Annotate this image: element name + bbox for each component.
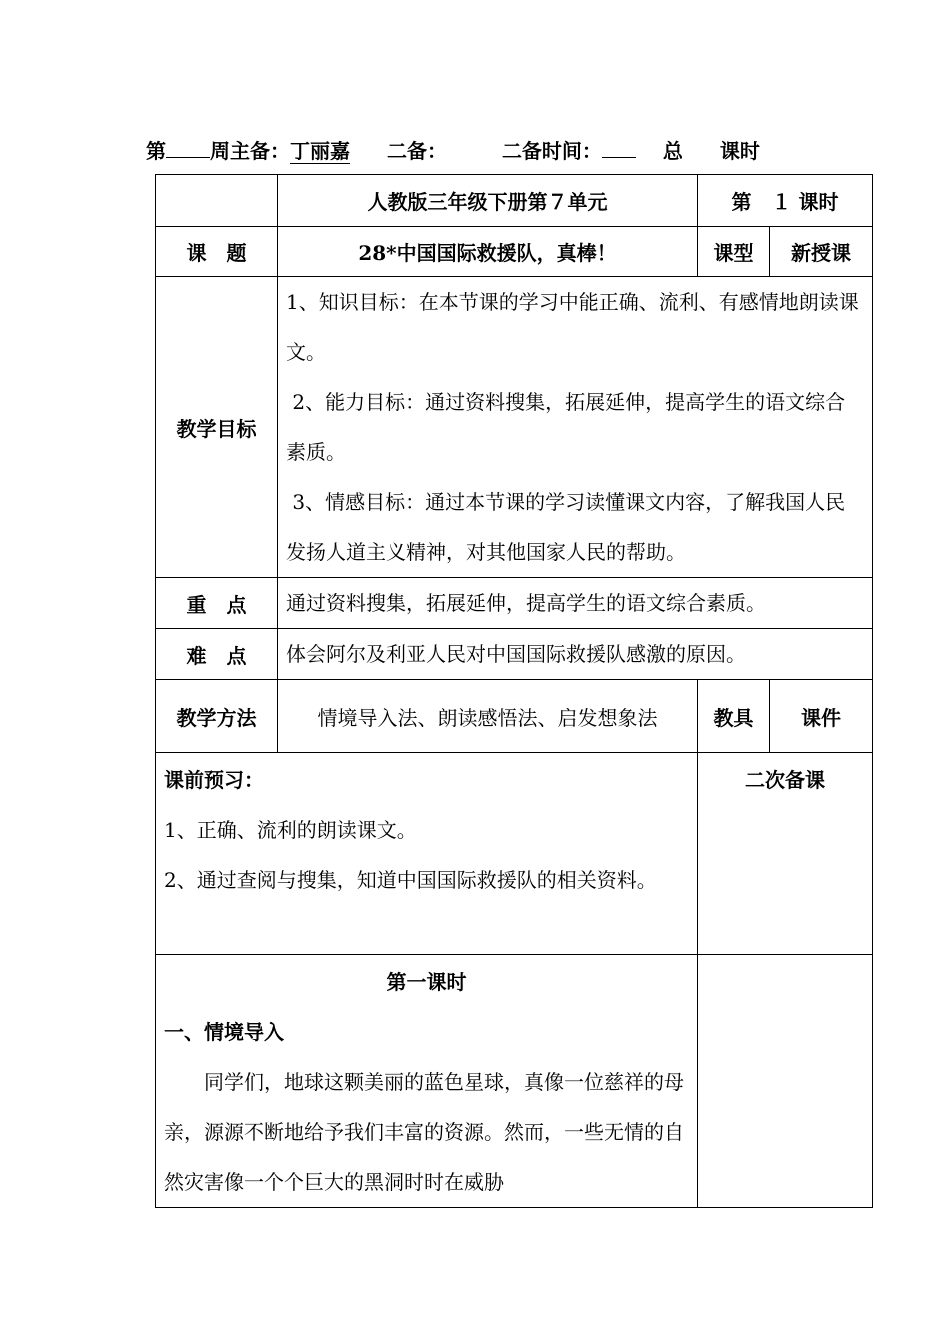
difficulty-label: 难 点 — [156, 629, 278, 680]
topic-label: 课 题 — [156, 227, 278, 277]
total-label: 总 — [662, 139, 683, 163]
difficulty-text: 体会阿尔及利亚人民对中国国际救援队感激的原因。 — [278, 629, 873, 680]
unit-row — [156, 175, 873, 227]
objectives-label: 教学目标 — [156, 277, 278, 578]
key-point-text: 通过资料搜集，拓展延伸，提高学生的语文综合素质。 — [278, 578, 873, 629]
preview-item-1: 1、正确、流利的朗读课文。 — [164, 818, 417, 842]
objective-knowledge: 1、知识目标：在本节课的学习中能正确、流利、有感情地朗读课文。 — [286, 290, 859, 364]
preview-content — [156, 753, 698, 955]
lesson-plan-table — [155, 174, 873, 1208]
tools-value: 课件 — [770, 680, 873, 753]
objective-emotion: 3、情感目标：通过本节课的学习读懂课文内容，了解我国人民发扬人道主义精神，对其他国家人民的帮助。 — [286, 490, 846, 564]
main-prep-label: 周主备： — [210, 139, 290, 163]
lesson-content — [156, 955, 698, 1208]
page-header — [146, 136, 846, 166]
topic-row — [156, 227, 873, 277]
second-time-blank — [602, 157, 636, 158]
blank-cell — [156, 175, 278, 227]
week-blank — [166, 157, 210, 158]
lesson-title: 第一课时 — [386, 970, 467, 994]
objectives-content — [278, 277, 873, 578]
method-text: 情境导入法、朗读感悟法、启发想象法 — [278, 680, 698, 753]
second-prep-column-title: 二次备课 — [698, 753, 873, 955]
unit-title: 人教版三年级下册第７单元 — [278, 175, 698, 227]
lesson-number: 第 １ 课时 — [698, 175, 873, 227]
lesson-row — [156, 955, 873, 1208]
preview-item-2: 2、通过查阅与搜集，知道中国国际救援队的相关资料。 — [164, 868, 657, 892]
key-point-row — [156, 578, 873, 629]
lesson-count-label: 课时 — [719, 139, 760, 163]
section-1-title: 一、情境导入 — [164, 1020, 284, 1044]
topic-title: 28*中国国际救援队，真棒！ — [278, 227, 698, 277]
tools-label: 教具 — [698, 680, 770, 753]
section-1-text: 同学们，地球这颗美丽的蓝色星球，真像一位慈祥的母亲，源源不断地给予我们丰富的资源。然而，一些无情的自然灾害像一个个巨大的黑洞时时在威胁 — [164, 1070, 684, 1194]
second-time-label: 二备时间： — [501, 139, 602, 163]
main-prep-name: 丁丽嘉 — [290, 139, 350, 163]
method-label: 教学方法 — [156, 680, 278, 753]
key-point-label: 重 点 — [156, 578, 278, 629]
second-prep-notes-cell — [698, 955, 873, 1208]
preview-title: 课前预习： — [164, 768, 264, 792]
week-prefix: 第 — [146, 139, 166, 163]
type-value: 新授课 — [770, 227, 873, 277]
second-prep-label: 二备： — [386, 139, 447, 163]
method-row — [156, 680, 873, 753]
preview-row — [156, 753, 873, 955]
difficulty-row — [156, 629, 873, 680]
type-label: 课型 — [698, 227, 770, 277]
objectives-row — [156, 277, 873, 578]
objective-ability: 2、能力目标：通过资料搜集，拓展延伸，提高学生的语文综合素质。 — [286, 390, 846, 464]
